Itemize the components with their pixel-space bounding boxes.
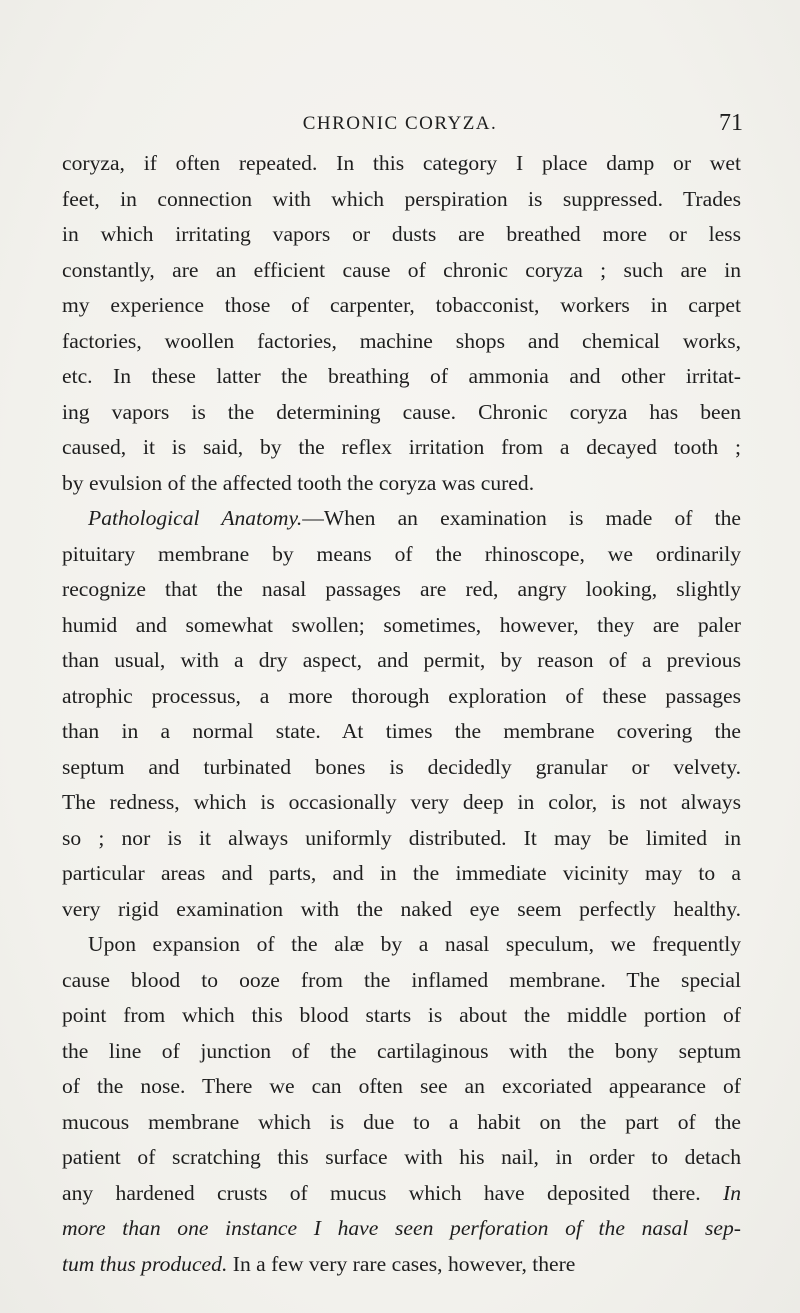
section-start-text: —When an examination is made of the <box>302 506 741 530</box>
text-line: caused, it is said, by the reflex irritation from a decayed tooth ; <box>62 435 741 459</box>
italic-segment: tum thus produced. <box>62 1251 228 1276</box>
text-line: septum and turbinated bones is decidedly granular or velvety. <box>62 754 741 779</box>
page-number: 71 <box>719 110 743 136</box>
text-line: in which irritating vapors or dusts are breathed more or less <box>62 222 741 246</box>
text-line: atrophic processus, a more thorough exploration of these passages <box>62 683 741 708</box>
section-start-line <box>62 501 741 537</box>
text-line: than in a normal state. At times the membrane covering the <box>62 719 741 743</box>
text-line: mucous membrane which is due to a habit on the part of the <box>62 1109 741 1134</box>
text-line: constantly, are an efficient cause of chronic coryza ; such are in <box>62 257 741 282</box>
text-line: recognize that the nasal passages are red, angry looking, slightly <box>62 577 741 601</box>
italic-line <box>62 1211 741 1247</box>
text-line: etc. In these latter the breathing of ammonia and other irritat- <box>62 364 741 388</box>
italic-segment: more than one instance I have seen perforation of the nasal sep- <box>62 1216 741 1240</box>
body-text <box>62 146 741 1282</box>
text-line: point from which this blood starts is about the middle portion of <box>62 1003 741 1027</box>
text-line: than usual, with a dry aspect, and permit, by reason of a previous <box>62 648 741 672</box>
text-line: The redness, which is occasionally very deep in color, is not always <box>62 790 741 814</box>
text-line: by evulsion of the affected tooth the coryza was cured. <box>62 470 535 495</box>
italic-segment: In <box>723 1180 741 1205</box>
section-heading: Pathological Anatomy. <box>88 506 303 530</box>
text-line: feet, in connection with which perspiration is suppressed. Trades <box>62 186 741 211</box>
text-line: very rigid examination with the naked eye seem perfectly healthy. <box>62 896 741 921</box>
text-line: so ; nor is it always uniformly distributed. It may be limited in <box>62 825 741 850</box>
text-line: patient of scratching this surface with his nail, in order to detach <box>62 1145 741 1169</box>
text-segment: any hardened crusts of mucus which have deposited there. <box>62 1180 701 1205</box>
text-line: the line of junction of the cartilaginous with the bony septum <box>62 1038 741 1063</box>
running-head: CHRONIC CORYZA. <box>302 113 498 134</box>
text-line: Upon expansion of the alæ by a nasal speculum, we frequently <box>88 932 741 956</box>
text-line: particular areas and parts, and in the immediate vicinity may to a <box>62 861 741 885</box>
mixed-line <box>62 1247 741 1283</box>
text-line: factories, woollen factories, machine shops and chemical works, <box>62 328 741 353</box>
text-line: humid and somewhat swollen; sometimes, however, they are paler <box>62 612 741 637</box>
text-line: coryza, if often repeated. In this category I place damp or wet <box>62 151 741 175</box>
text-segment: In a few very rare cases, however, there <box>232 1251 576 1276</box>
text-line: my experience those of carpenter, tobacconist, workers in carpet <box>62 293 741 317</box>
text-line: of the nose. There we can often see an excoriated appearance of <box>62 1074 741 1098</box>
text-line: ing vapors is the determining cause. Chronic coryza has been <box>62 399 741 424</box>
mixed-line <box>62 1176 741 1212</box>
text-line: pituitary membrane by means of the rhinoscope, we ordinarily <box>62 541 741 566</box>
text-line: cause blood to ooze from the inflamed membrane. The special <box>62 967 741 992</box>
